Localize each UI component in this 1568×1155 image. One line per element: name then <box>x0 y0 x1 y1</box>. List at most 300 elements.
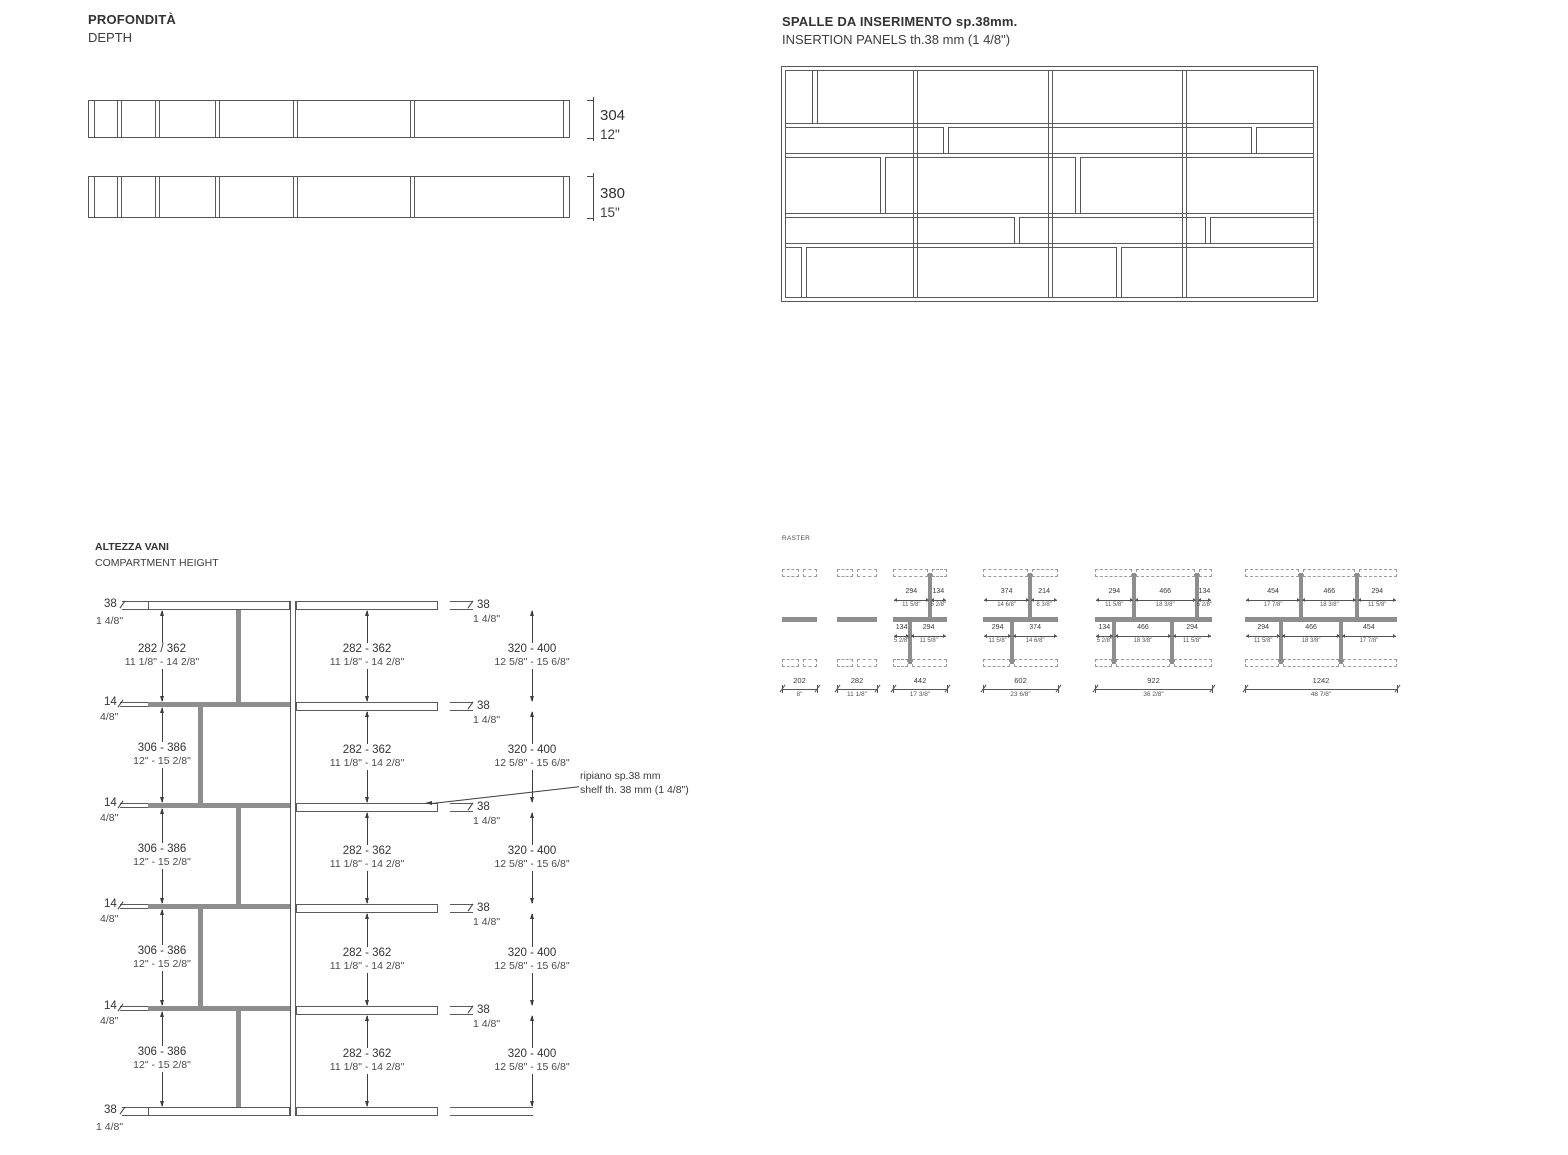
dim-in: 12 5/8" - 15 6/8" <box>494 656 570 668</box>
dim-tick <box>120 601 126 609</box>
vertical-post <box>236 1011 241 1107</box>
depth-divider <box>293 177 294 217</box>
rtotal-mm: 602 <box>1014 676 1027 685</box>
shelf-outline <box>296 904 438 913</box>
dashed-shelf <box>837 569 853 577</box>
grid-shelf-line <box>786 153 1313 154</box>
depth-divider <box>215 101 216 137</box>
right-dim-head-up <box>530 610 534 616</box>
dim-mm: 282 - 362 <box>342 744 392 756</box>
shelf-outline <box>296 601 438 610</box>
dim-mm: 306 - 386 <box>137 944 187 957</box>
bay-divider-line <box>917 71 918 297</box>
rdim-line <box>1282 636 1339 637</box>
rtotal-line <box>1245 689 1397 690</box>
dim-label <box>326 643 408 669</box>
dim-label <box>129 1046 195 1072</box>
dashed-shelf <box>1032 569 1058 577</box>
dim-mm: 320 - 400 <box>507 643 557 655</box>
thickness-line <box>120 706 148 707</box>
rdim-arrow-left <box>984 634 987 638</box>
depth-bar-endwall <box>563 101 564 137</box>
rtotal-mm: 922 <box>1147 676 1160 685</box>
rdim-mm: 294 <box>1186 624 1198 631</box>
thickness-line <box>122 601 148 602</box>
dim-label <box>326 845 408 871</box>
left-dim-head-up <box>160 1011 164 1017</box>
thickness-line <box>450 811 473 812</box>
rdim-in: 17 7/8" <box>1263 602 1283 608</box>
rdim-arrow-right <box>926 598 929 602</box>
depth-bar-endwall <box>94 177 95 217</box>
dashed-shelf <box>1136 569 1195 577</box>
rdim-arrow-right <box>1193 598 1196 602</box>
rdim-mm: 374 <box>1000 588 1013 595</box>
raster-post <box>1299 573 1303 618</box>
bay-divider-line <box>1182 71 1183 297</box>
rdim-in: 5 2/8" <box>893 638 910 644</box>
dashed-shelf <box>1359 569 1397 577</box>
rdim-in: 18 3/8" <box>1155 602 1175 608</box>
rdim-arrow-left <box>1282 634 1285 638</box>
insertion-panel <box>880 157 886 213</box>
dim-mm: 282 - 362 <box>342 643 392 655</box>
dashed-shelf <box>803 569 817 577</box>
rdim-arrow-right <box>1008 634 1011 638</box>
depth-divider <box>414 177 415 217</box>
rdim-in: 11 5/8" <box>988 638 1007 644</box>
shelf38-mm: 38 <box>104 598 117 610</box>
divider-shelf <box>148 803 290 808</box>
depth-dim-tick <box>587 138 594 139</box>
dashed-shelf <box>803 659 817 667</box>
rdim-mm: 374 <box>1029 624 1041 631</box>
thickness-line <box>120 807 148 808</box>
rdim-mm: 454 <box>1267 588 1279 595</box>
thickness-line <box>120 908 148 909</box>
rtotal-in: 48 7/8" <box>1310 691 1332 698</box>
rdim-mm: 134 <box>895 624 908 631</box>
shelf-outline <box>296 702 438 711</box>
dim-label <box>326 1048 408 1074</box>
rdim-mm: 466 <box>1159 588 1172 595</box>
left-dim-head-down <box>160 797 164 803</box>
depth-bar-outline <box>88 100 570 138</box>
shelf38-mm: 38 <box>477 902 490 914</box>
insertion-panel <box>1075 157 1081 213</box>
insertion-panel <box>1205 217 1211 243</box>
dim-in: 11 1/8" - 14 2/8" <box>329 656 405 668</box>
bay-divider-line <box>913 71 914 297</box>
rdim-mm: 294 <box>1108 588 1121 595</box>
dim-in: 11 1/8" - 14 2/8" <box>329 1061 405 1073</box>
rdim-line <box>894 600 929 601</box>
depth-title-en: DEPTH <box>88 30 133 45</box>
rdim-line <box>1246 600 1300 601</box>
rdim-in: 5 2/8" <box>1196 602 1213 608</box>
rdim-arrow-left <box>1115 634 1118 638</box>
depth-title-it: PROFONDITÀ <box>88 12 176 27</box>
thickness-line <box>120 1006 148 1007</box>
dim-in: 12" - 15 2/8" <box>133 856 191 868</box>
thickness-line <box>450 912 473 913</box>
depth-divider <box>159 101 160 137</box>
dim-tick <box>120 1107 126 1115</box>
thickness-line <box>122 609 148 610</box>
dim-label <box>129 945 195 971</box>
shelf-outline <box>148 601 290 610</box>
dashed-shelf <box>1303 569 1355 577</box>
depth-bar-outline <box>88 176 570 218</box>
depth-bar-endwall <box>563 177 564 217</box>
depth-dim-in: 15" <box>600 205 620 220</box>
rdim-line <box>1115 636 1172 637</box>
rdim-line <box>1135 600 1196 601</box>
rdim-mm: 466 <box>1137 624 1149 631</box>
rdim-arrow-left <box>1246 634 1249 638</box>
shelf38-mm: 38 <box>477 801 490 813</box>
depth-dim-line <box>593 173 594 221</box>
shelf-outline <box>296 803 438 812</box>
dashed-shelf <box>782 569 799 577</box>
rdim-arrow-right <box>1337 634 1340 638</box>
dashed-shelf <box>837 659 853 667</box>
thickness-line <box>120 702 148 703</box>
mid-dim-head-up <box>365 610 369 616</box>
rdim-arrow-right <box>1054 634 1057 638</box>
mid-dim-head-up <box>365 913 369 919</box>
grid-shelf-line <box>786 123 1313 124</box>
rdim-line <box>1358 600 1396 601</box>
rtotal-mm: 442 <box>913 676 927 685</box>
thickness-line <box>450 702 473 703</box>
rtotal-in: 8" <box>796 691 803 698</box>
shelf38-mm: 38 <box>477 1004 490 1016</box>
dim-label <box>129 742 195 768</box>
depth-divider <box>219 177 220 217</box>
mid-dim-head-down <box>365 898 369 904</box>
depth-divider <box>219 101 220 137</box>
rdim-mm: 134 <box>932 588 945 595</box>
div14-in: 4/8" <box>100 913 119 925</box>
rdim-line <box>1013 636 1057 637</box>
rdim-arrow-left <box>911 634 914 638</box>
rdim-in: 14 6/8" <box>1025 638 1045 644</box>
shelf-callout-line2: shelf th. 38 mm (1 4/8") <box>580 784 689 796</box>
shelf38-mm: 38 <box>104 1104 117 1116</box>
dashed-shelf <box>932 569 947 577</box>
rdim-arrow-left <box>1358 598 1361 602</box>
dashed-shelf <box>1116 659 1171 667</box>
rdim-line <box>1246 636 1280 637</box>
rdim-in: 11 5/8" <box>1182 638 1202 644</box>
rdim-mm: 214 <box>1038 588 1050 595</box>
rdim-in: 11 5/8" <box>919 638 938 644</box>
insertion-panel <box>801 247 807 297</box>
rdim-mm: 454 <box>1363 624 1375 631</box>
divider-shelf <box>148 1006 290 1011</box>
depth-divider <box>117 101 118 137</box>
div14-in: 4/8" <box>100 812 119 824</box>
right-dim-head-up <box>530 711 534 717</box>
dashed-shelf <box>857 659 877 667</box>
dashed-shelf <box>1245 659 1279 667</box>
insertion-panel <box>1251 127 1257 153</box>
dashed-shelf <box>1095 659 1112 667</box>
dim-mm: 282 - 362 <box>342 845 392 857</box>
raster-post <box>1355 573 1359 618</box>
right-dim-head-down <box>530 696 534 702</box>
rdim-in: 8 3/8" <box>1036 602 1052 608</box>
rtotal-in: 11 1/8" <box>847 691 867 698</box>
dashed-shelf <box>1014 659 1058 667</box>
rdim-in: 17 7/8" <box>1359 638 1379 644</box>
raster-post <box>1028 573 1032 618</box>
rdim-in: 18 3/8" <box>1301 638 1321 644</box>
rdim-line <box>1173 636 1211 637</box>
dim-label <box>490 845 573 871</box>
dim-in: 12" - 15 2/8" <box>133 755 191 767</box>
dashed-shelf <box>1199 569 1212 577</box>
dim-label <box>490 947 573 973</box>
div14-mm: 14 <box>104 696 117 708</box>
depth-divider <box>215 177 216 217</box>
rdim-in: 18 3/8" <box>1133 638 1153 644</box>
thickness-line <box>450 1107 533 1108</box>
shelf38-in: 1 4/8" <box>473 613 501 625</box>
rdim-arrow-left <box>1302 598 1305 602</box>
raster-post <box>1132 573 1136 618</box>
raster-title: RASTER <box>782 535 811 542</box>
mid-dim-head-down <box>365 1101 369 1107</box>
depth-dim-in: 12" <box>600 127 620 142</box>
rtotal-line <box>782 689 817 690</box>
raster-shelf <box>983 617 1058 622</box>
rdim-arrow-right <box>943 634 946 638</box>
raster-post <box>1339 622 1343 664</box>
right-dim-head-down <box>530 1000 534 1006</box>
raster-shelf <box>837 617 877 622</box>
dim-in: 11 1/8" - 14 2/8" <box>329 959 405 972</box>
rdim-line <box>984 636 1011 637</box>
rdim-arrow-right <box>1130 598 1133 602</box>
thickness-line <box>120 904 148 905</box>
rdim-arrow-left <box>984 598 987 602</box>
dim-mm: 320 - 400 <box>507 1048 557 1060</box>
rdim-arrow-left <box>894 598 897 602</box>
dim-mm: 282 / 362 <box>138 643 186 655</box>
dashed-shelf <box>1283 659 1338 667</box>
thickness-line <box>450 710 473 711</box>
insertion-panel <box>812 71 818 123</box>
depth-divider <box>121 177 122 217</box>
thickness-line <box>450 1014 473 1015</box>
bay-divider-line <box>1052 71 1053 297</box>
thickness-line <box>120 1010 148 1011</box>
thickness-line <box>450 601 473 602</box>
rdim-in: 11 5/8" <box>902 602 921 608</box>
div14-mm: 14 <box>104 898 117 910</box>
div14-mm: 14 <box>104 797 117 809</box>
grid-shelf-line <box>786 217 1313 218</box>
depth-divider <box>159 177 160 217</box>
div14-mm: 14 <box>104 1000 117 1012</box>
mid-dim-head-down <box>365 797 369 803</box>
dim-label <box>490 1048 573 1074</box>
dim-in: 11 1/8" - 14 2/8" <box>329 757 405 769</box>
mid-dim-head-up <box>365 711 369 717</box>
dashed-shelf <box>1095 569 1132 577</box>
depth-divider <box>410 177 411 217</box>
dim-in: 12 5/8" - 15 6/8" <box>494 858 570 870</box>
dim-in: 11 1/8" - 14 2/8" <box>329 858 405 870</box>
rdim-in: 5 2/8" <box>1096 638 1113 644</box>
rdim-arrow-left <box>1342 634 1345 638</box>
dim-label <box>129 843 195 869</box>
rdim-mm: 466 <box>1305 624 1317 631</box>
rdim-mm: 134 <box>1098 624 1111 631</box>
rdim-mm: 294 <box>905 588 918 595</box>
insertion-panel <box>1116 247 1122 297</box>
depth-divider <box>297 101 298 137</box>
depth-dim-tick <box>587 218 594 219</box>
shelf-outline <box>148 1107 290 1116</box>
shelf38-in: 1 4/8" <box>473 1018 501 1030</box>
rdim-arrow-right <box>1277 634 1280 638</box>
left-dim-head-up <box>160 808 164 814</box>
center-panel <box>290 601 296 1116</box>
rdim-arrow-right <box>1393 598 1396 602</box>
panel-grid-inner <box>785 70 1314 298</box>
shelf38-in: 1 4/8" <box>473 916 501 928</box>
grid-shelf-line <box>786 243 1313 244</box>
rdim-mm: 466 <box>1323 588 1336 595</box>
thickness-line <box>120 803 148 804</box>
dashed-shelf <box>1343 659 1397 667</box>
rdim-line <box>911 636 946 637</box>
dashed-shelf <box>983 569 1028 577</box>
rdim-line <box>1302 600 1356 601</box>
rdim-in: 11 5/8" <box>1368 602 1387 608</box>
rdim-line <box>1342 636 1396 637</box>
raster-shelf <box>893 617 947 622</box>
raster-post <box>928 573 932 618</box>
dim-label <box>490 744 573 770</box>
rdim-mm: 294 <box>1257 624 1270 631</box>
dim-label <box>490 643 573 669</box>
rdim-in: 11 5/8" <box>1105 602 1124 608</box>
rdim-line <box>1096 600 1133 601</box>
depth-dim-tick <box>587 100 594 101</box>
dim-mm: 306 - 386 <box>137 1046 187 1058</box>
dim-in: 11 1/8" - 14 2/8" <box>124 656 200 668</box>
bay-divider-line <box>1048 71 1049 297</box>
depth-dim-line <box>593 97 594 141</box>
depth-divider <box>121 101 122 137</box>
shelf38-mm: 38 <box>477 700 490 712</box>
callout-leader <box>432 786 579 804</box>
depth-divider <box>117 177 118 217</box>
shelf38-in: 1 4/8" <box>96 615 124 627</box>
dim-in: 12 5/8" - 15 6/8" <box>494 757 570 769</box>
shelf-outline <box>296 1006 438 1015</box>
dashed-shelf <box>893 659 908 667</box>
left-dim-head-down <box>160 696 164 702</box>
dim-label <box>121 643 203 669</box>
thickness-line <box>450 1115 533 1116</box>
rdim-in: 14 6/8" <box>997 602 1017 608</box>
rdim-mm: 134 <box>1198 588 1211 595</box>
depth-divider <box>155 101 156 137</box>
dashed-shelf <box>1245 569 1299 577</box>
rtotal-in: 36 2/8" <box>1143 691 1164 698</box>
raster-post <box>1170 622 1174 664</box>
rdim-line <box>984 600 1029 601</box>
rdim-mm: 294 <box>1371 588 1384 595</box>
dim-in: 12 5/8" - 15 6/8" <box>494 1061 570 1073</box>
dashed-shelf <box>782 659 799 667</box>
rdim-arrow-right <box>1168 634 1171 638</box>
dim-mm: 320 - 400 <box>507 744 557 756</box>
dashed-shelf <box>912 659 947 667</box>
rtotal-mm: 202 <box>793 676 806 685</box>
dim-in: 12 5/8" - 15 6/8" <box>494 959 570 972</box>
shelf-outline <box>296 1107 438 1116</box>
right-dim-head-down <box>530 797 534 803</box>
left-dim-head-up <box>160 610 164 616</box>
left-dim-head-down <box>160 898 164 904</box>
bay-divider-line <box>1186 71 1187 297</box>
rdim-arrow-left <box>1173 634 1176 638</box>
dim-mm: 306 - 386 <box>137 843 187 855</box>
raster-post <box>1010 622 1014 664</box>
rtotal-mm: 1242 <box>1312 676 1330 685</box>
insertion-panel <box>1014 217 1020 243</box>
depth-divider <box>297 177 298 217</box>
rdim-arrow-right <box>1393 634 1396 638</box>
rdim-arrow-left <box>1246 598 1249 602</box>
depth-dim-mm: 380 <box>600 185 626 202</box>
vertical-post <box>198 909 203 1006</box>
rtotal-in: 23 6/8" <box>1010 691 1031 698</box>
dim-mm: 282 - 362 <box>342 946 392 959</box>
raster-shelf <box>782 617 817 622</box>
grid-shelf-line <box>786 213 1313 214</box>
raster-shelf <box>1245 617 1397 622</box>
compartment-title-en: COMPARTMENT HEIGHT <box>95 557 219 569</box>
mid-dim-head-down <box>365 1000 369 1006</box>
depth-divider <box>293 101 294 137</box>
dim-mm: 282 - 362 <box>342 1048 392 1060</box>
mid-dim-head-up <box>365 812 369 818</box>
insertion-title-en: INSERTION PANELS th.38 mm (1 4/8") <box>782 32 1011 47</box>
depth-divider <box>414 101 415 137</box>
shelf38-in: 1 4/8" <box>473 815 501 827</box>
rdim-arrow-right <box>1054 598 1057 602</box>
rdim-arrow-right <box>1297 598 1300 602</box>
thickness-line <box>122 1115 148 1116</box>
rdim-mm: 294 <box>922 624 935 631</box>
grid-shelf-line <box>786 127 1313 128</box>
insertion-title-it: SPALLE DA INSERIMENTO sp.38mm. <box>782 14 1018 29</box>
dashed-shelf <box>893 569 928 577</box>
rdim-arrow-left <box>1031 598 1034 602</box>
thickness-line <box>122 1107 148 1108</box>
dim-in: 12" - 15 2/8" <box>133 1059 191 1071</box>
rtotal-line <box>983 689 1058 690</box>
dim-in: 12" - 15 2/8" <box>133 957 191 970</box>
mid-dim-head-down <box>365 696 369 702</box>
